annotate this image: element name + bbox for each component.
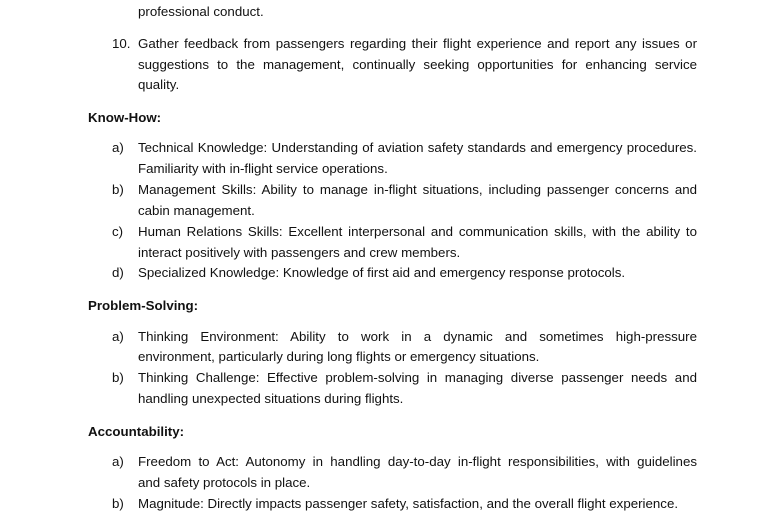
accountability-b-line-1: Magnitude: Directly impacts passenger safety, satisfaction, and the overall flight experience. [138, 496, 679, 511]
know-how-a-line-1: Technical Knowledge: Understanding of aviation safety standards and emergency procedures. [138, 140, 697, 155]
problem-solving-b-line-1: Thinking Challenge: Effective problem-solving in managing diverse passenger needs and [138, 370, 697, 385]
item-10-line-2: suggestions to the management, continually seeking opportunities for enhancing service [138, 57, 697, 72]
know-how-c-line-1: Human Relations Skills: Excellent interpersonal and communication skills, with the ability to [138, 224, 697, 239]
know-how-b-marker: b) [112, 182, 124, 197]
accountability-a-line-1: Freedom to Act: Autonomy in handling day-to-day in-flight responsibilities, with guidelines [138, 454, 697, 469]
know-how-b-line-2: cabin management. [138, 203, 255, 218]
accountability-b-marker: b) [112, 496, 124, 511]
item-10-number: 10. [112, 36, 131, 51]
problem-solving-a-line-1: Thinking Environment: Ability to work in a dynamic and sometimes high-pressure [138, 329, 697, 344]
item-10-line-3: quality. [138, 77, 180, 92]
item-10-line-1: Gather feedback from passengers regarding their flight experience and report any issues or [138, 36, 697, 51]
problem-solving-b-marker: b) [112, 370, 124, 385]
problem-solving-b-line-2: handling unexpected situations during flights. [138, 391, 404, 406]
problem-solving-a-marker: a) [112, 329, 124, 344]
know-how-heading: Know-How: [88, 110, 162, 125]
accountability-a-line-2: and safety protocols in place. [138, 475, 311, 490]
accountability-heading: Accountability: [88, 424, 185, 439]
know-how-d-marker: d) [112, 265, 124, 280]
problem-solving-a-line-2: environment, particularly during long flights or emergency situations. [138, 349, 540, 364]
accountability-a-marker: a) [112, 454, 124, 469]
intro-tail: professional conduct. [138, 4, 264, 19]
know-how-d-line-1: Specialized Knowledge: Knowledge of first aid and emergency response protocols. [138, 265, 626, 280]
know-how-a-marker: a) [112, 140, 124, 155]
problem-solving-heading: Problem-Solving: [88, 298, 199, 313]
know-how-b-line-1: Management Skills: Ability to manage in-flight situations, including passenger concerns and [138, 182, 697, 197]
know-how-c-marker: c) [112, 224, 124, 239]
know-how-c-line-2: interact positively with passengers and crew members. [138, 245, 461, 260]
know-how-a-line-2: Familiarity with in-flight service operations. [138, 161, 388, 176]
